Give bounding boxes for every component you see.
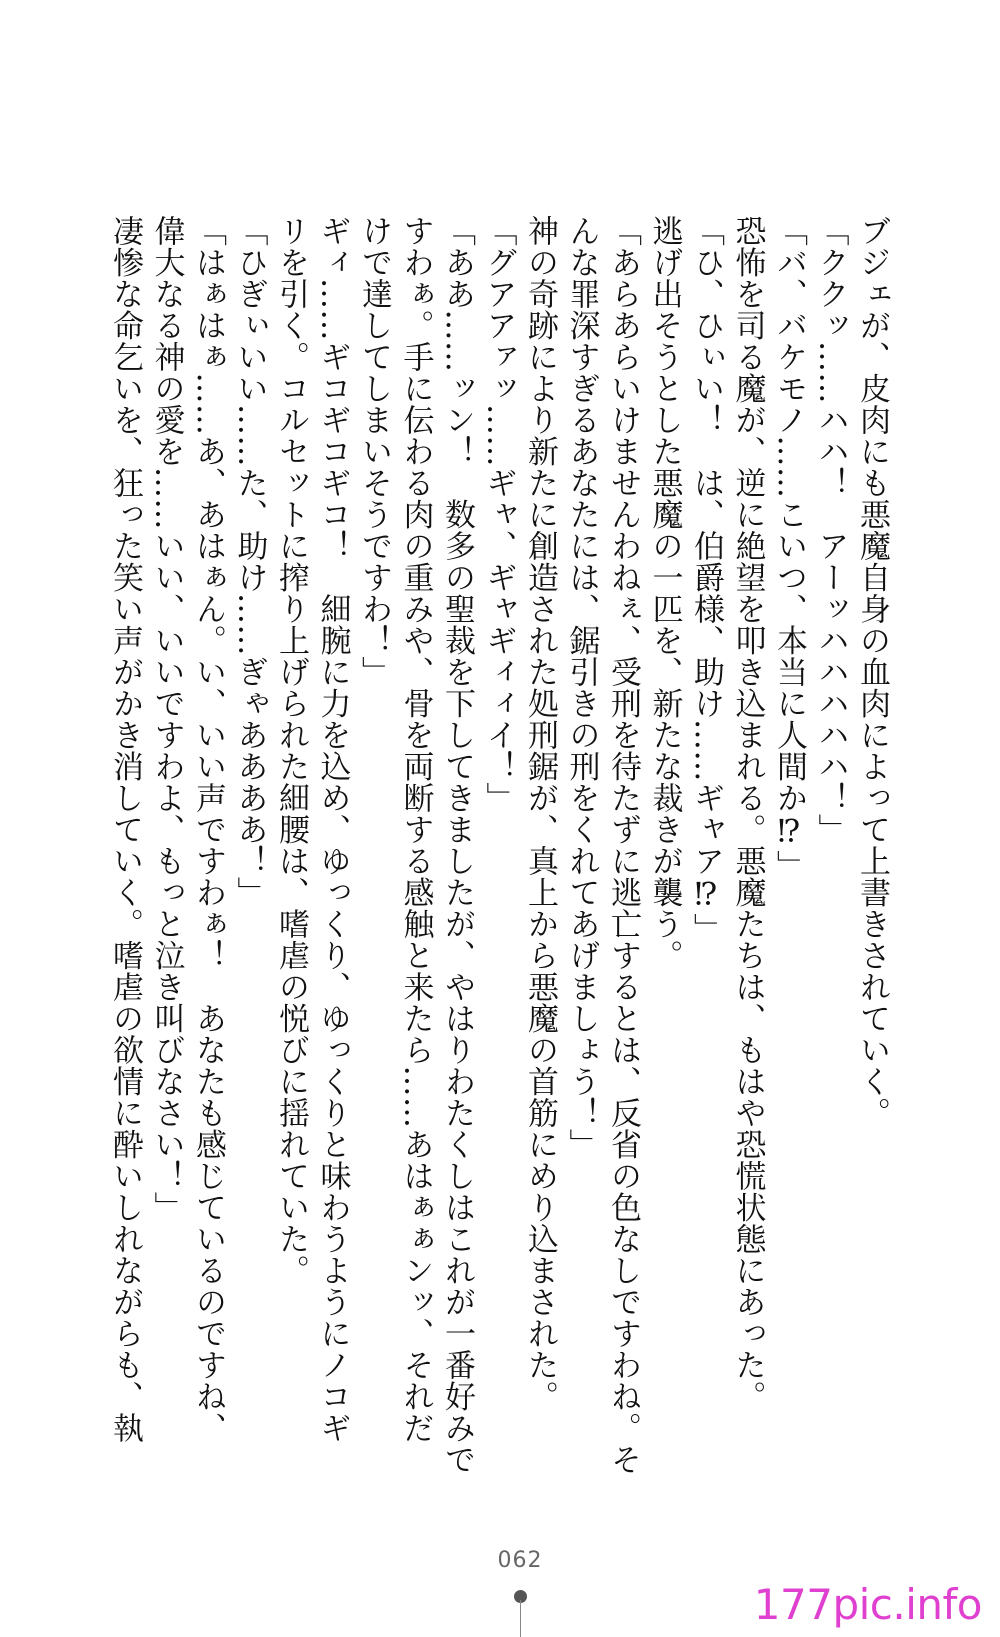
- text-line: 「ククッ……ハハ！ アーッハハハハハ！」: [812, 215, 849, 845]
- body-text: [104, 215, 893, 1475]
- text-line: 「ひぎぃいい……た、助け……ぎゃああああ！」: [231, 215, 268, 908]
- text-line: リを引く。コルセットに搾り上げられた細腰は、嗜虐の悦びに揺れていた。: [273, 215, 309, 1286]
- text-line: 恐怖を司る魔が、逆に絶望を叩き込まれる。悪魔たちは、もはや恐慌状態にあった。: [729, 215, 766, 1412]
- watermark: 177pic.info: [753, 1580, 982, 1629]
- text-line: けで達してしまいそうですわ！」: [356, 215, 392, 688]
- text-line: 「はぁはぁ……あ、あはぁん。い、いい声ですわぁ！ あなたも感じているのですね、: [190, 215, 226, 1444]
- text-line: 「バ、バケモノ……こいつ、本当に人間か⁉」: [771, 215, 807, 882]
- page-marker-line: [520, 1600, 521, 1637]
- text-line: 偉大なる神の愛を……いい、いいですわよ、もっと泣き叫びなさい！」: [148, 215, 185, 1223]
- text-line: すわぁ。手に伝わる肉の重みや、骨を両断する感触と来たら……あはぁぁンッ、それだ: [397, 215, 434, 1444]
- text-line: 「グアアァッ……ギャ、ギャギィィイ！」: [480, 215, 517, 814]
- text-line: ギィ……ギコギコギコ！ 細腕に力を込め、ゆっくり、ゆっくりと味わうようにノコギ: [314, 215, 351, 1444]
- text-line: 凄惨な命乞いを、狂った笑い声がかき消していく。嗜虐の欲情に酔いしれながらも、執: [107, 215, 143, 1444]
- text-line: 「ひ、ひぃい！ は、伯爵様、助け……ギャア⁉」: [688, 215, 724, 945]
- text-line: 「ああ……ッン！ 数多の聖裁を下してきましたが、やはりわたくしはこれが一番好みで: [439, 215, 475, 1475]
- text-line: 「あらあらいけませんわねぇ、受刑を待たずに逃亡するとは、反省の色なしですわね。そ: [605, 215, 641, 1475]
- text-line: 逃げ出そうとした悪魔の一匹を、新たな裁きが襲う。: [646, 215, 683, 971]
- text-line: ブジェが、皮肉にも悪魔自身の血肉によって上書きされていく。: [854, 215, 890, 1129]
- text-line: んな罪深すぎるあなたには、鋸引きの刑をくれてあげましょう！」: [563, 215, 600, 1160]
- text-line: 神の奇跡により新たに創造された処刑鋸が、真上から悪魔の首筋にめり込まされた。: [522, 215, 558, 1412]
- page-number: 062: [497, 1548, 543, 1573]
